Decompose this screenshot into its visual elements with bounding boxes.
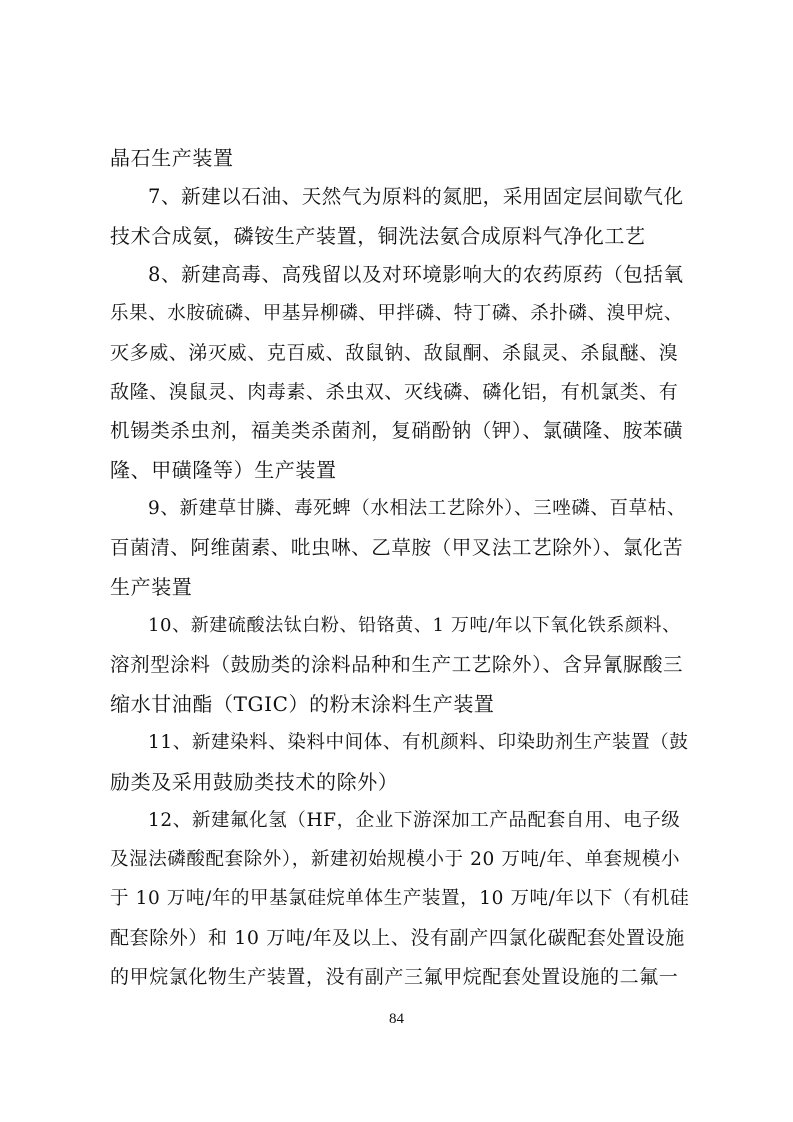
- text-line: 机锡类杀虫剂，福美类杀菌剂，复硝酚钠（钾）、氯磺隆、胺苯磺: [110, 419, 684, 442]
- text-line: 于 10 万吨/年的甲基氯硅烷单体生产装置，10 万吨/年以下（有机硅: [110, 888, 690, 909]
- text-line: 配套除外）和 10 万吨/年及以上、没有副产四氯化碳配套处置设施: [110, 927, 685, 949]
- text-line: 乐果、水胺硫磷、甲基异柳磷、甲拌磷、特丁磷、杀扑磷、溴甲烷、: [110, 303, 684, 324]
- text-line: 晶石生产装置: [110, 146, 234, 170]
- text-line: 百菌清、阿维菌素、吡虫啉、乙草胺（甲叉法工艺除外）、氯化苦: [110, 536, 684, 559]
- text-line: 励类及采用鼓励类技术的除外）: [110, 770, 399, 794]
- text-line: 11、新建染料、染料中间体、有机颜料、印染助剂生产装置（鼓: [148, 732, 689, 753]
- text-line: 8、新建高毒、高残留以及对环境影响大的农药原药（包括氧: [148, 263, 684, 286]
- text-line: 9、新建草甘膦、毒死蜱（水相法工艺除外）、三唑磷、百草枯、: [148, 498, 686, 519]
- page-number: 84: [389, 1011, 404, 1027]
- text-line: 的甲烷氯化物生产装置，没有副产三氟甲烷配套处置设施的二氟一: [110, 966, 679, 988]
- text-line: 及湿法磷酸配套除外），新建初始规模小于 20 万吨/年、单套规模小: [110, 849, 681, 870]
- text-line: 缩水甘油酯（TGIC）的粉末涂料生产装置: [110, 692, 495, 716]
- text-line: 12、新建氟化氢（HF，企业下游深加工产品配套自用、电子级: [148, 810, 681, 831]
- text-line: 隆、甲磺隆等）生产装置: [110, 458, 337, 482]
- text-line: 溶剂型涂料（鼓励类的涂料品种和生产工艺除外）、含异氰脲酸三: [110, 653, 684, 676]
- text-line: 灭多威、涕灭威、克百威、敌鼠钠、敌鼠酮、杀鼠灵、杀鼠醚、溴: [110, 342, 679, 364]
- text-line: 敌隆、溴鼠灵、肉毒素、杀虫双、灭线磷、磷化铝，有机氯类、有: [110, 381, 679, 403]
- text-line: 生产装置: [110, 575, 193, 599]
- text-line: 7、新建以石油、天然气为原料的氮肥，采用固定层间歇气化: [148, 185, 684, 208]
- text-line: 10、新建硫酸法钛白粉、铅铬黄、1 万吨/年以下氧化铁系颜料、: [148, 615, 681, 636]
- text-line: 技术合成氨，磷铵生产装置，铜洗法氨合成原料气净化工艺: [110, 224, 646, 248]
